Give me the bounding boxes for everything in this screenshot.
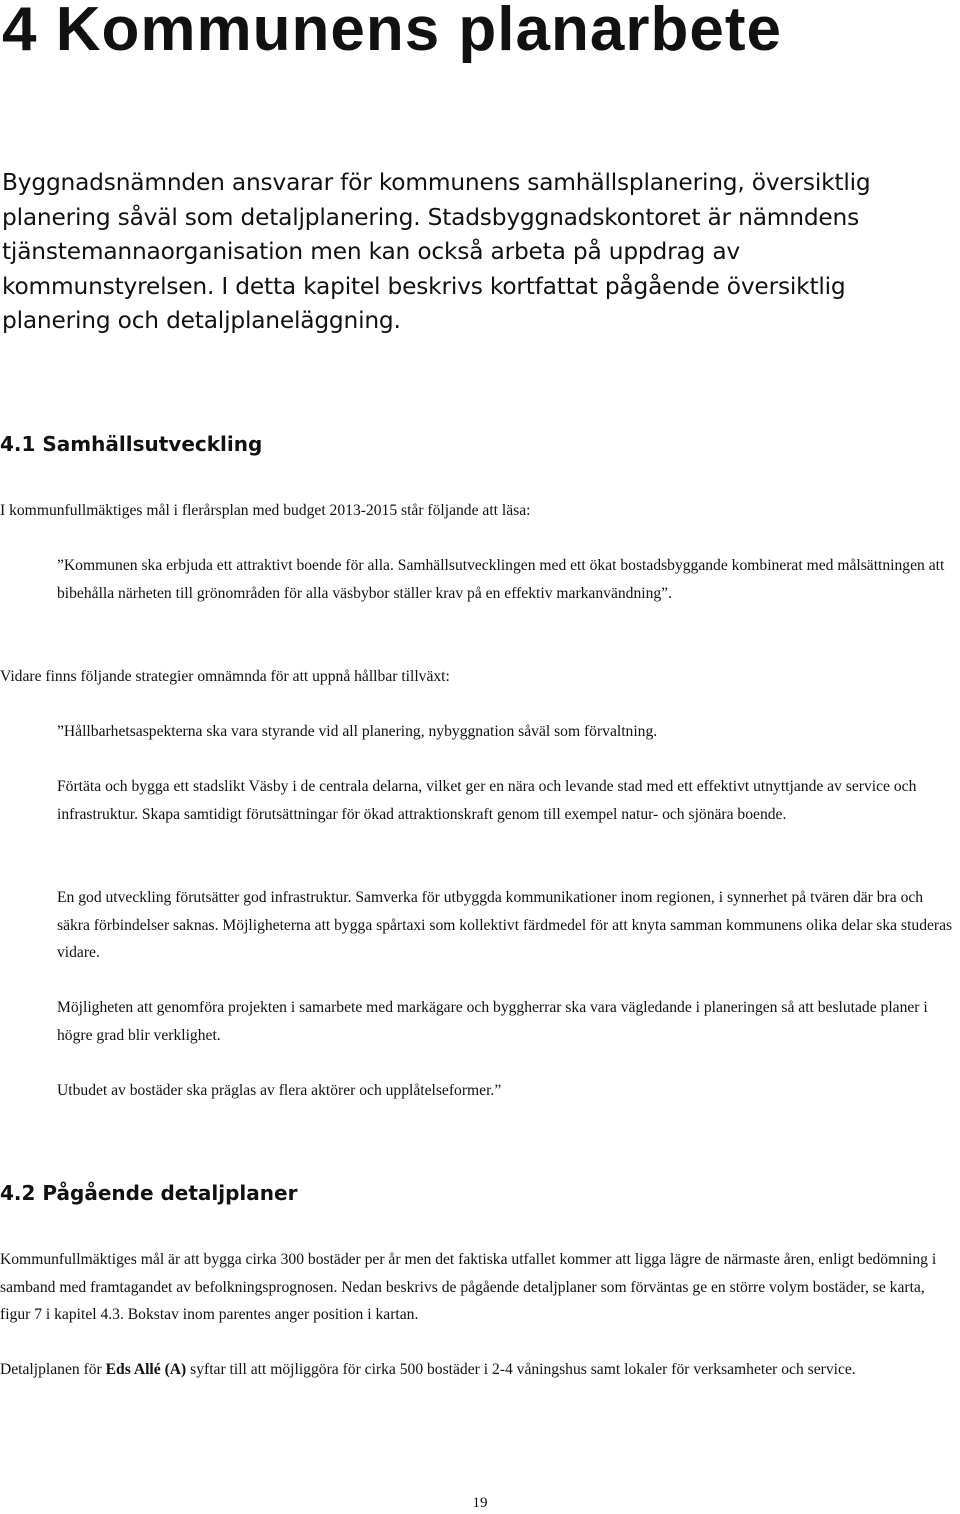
strategies-lead-paragraph: Vidare finns följande strategier omnämnda för att uppnå hållbar tillväxt:	[0, 668, 450, 685]
chapter-title: 4 Kommunens planarbete	[2, 0, 782, 64]
strategy-sustainability: ”Hållbarhetsaspekterna ska vara styrande vid all planering, nybyggnation såväl som förvaltning.	[57, 723, 658, 740]
quote-attractive-housing: ”Kommunen ska erbjuda ett attraktivt boende för alla. Samhällsutvecklingen med ett ökat bostadsbyggande kombinerat med målsättningen att bibehålla närheten till grönområden för alla väsbybor ställer krav på en effektiv markanvändning”.	[57, 557, 945, 602]
eds-alle-text-before: Detaljplanen för	[0, 1361, 106, 1378]
strategy-densification: Förtäta och bygga ett stadslikt Väsby i de centrala delarna, vilket ger en nära och levande stad med ett effektivt utnyttjande av service och infrastruktur. Skapa samtidigt förutsättningar för ökad attraktionskraft genom till exempel natur- och sjönära boende.	[57, 778, 917, 823]
eds-alle-plan-name: Eds Allé (A)	[105, 1361, 187, 1378]
eds-alle-paragraph	[0, 1356, 958, 1384]
strategy-infrastructure: En god utveckling förutsätter god infrastruktur. Samverka för utbyggda kommunikationer inom regionen, i synnerhet på tvären där bra och säkra förbindelser saknas. Möjligheterna att bygga spårtaxi som kollektivt färdmedel för att knyta samman kommunens olika delar ska studeras vidare.	[57, 889, 953, 962]
page-number: 19	[472, 1495, 488, 1511]
section-heading-detaljplaner: 4.2 Pågående detaljplaner	[0, 1181, 298, 1205]
eds-alle-text-after: syftar till att möjliggöra för cirka 500 bostäder i 2-4 våningshus samt lokaler för verksamheter och service.	[186, 1361, 856, 1378]
detaljplaner-intro-paragraph: Kommunfullmäktiges mål är att bygga cirka 300 bostäder per år men det faktiska utfallet kommer att ligga lägre de närmaste åren, enligt bedömning i samband med framtagandet av befolkningsprognosen. Nedan beskrivs de pågående detaljplaner som förväntas ge en större volym bostäder, se karta, figur 7 i kapitel 4.3. Bokstav inom parentes anger position i kartan.	[0, 1251, 937, 1324]
strategy-cooperation: Möjligheten att genomföra projekten i samarbete med markägare och byggherrar ska vara vägledande i planeringen så att beslutade planer i högre grad blir verklighet.	[57, 999, 928, 1044]
strategy-housing-supply: Utbudet av bostäder ska präglas av flera aktörer och upplåtelseformer.”	[57, 1082, 502, 1099]
section-heading-samhallsutveckling: 4.1 Samhällsutveckling	[0, 432, 263, 456]
chapter-intro: Byggnadsnämnden ansvarar för kommunens samhällsplanering, översiktlig planering såväl som detaljplanering. Stadsbyggnadskontoret är nämndens tjänstemannaorganisation men kan också arbeta på uppdrag av kommunstyrelsen. I detta kapitel beskrivs kortfattat pågående översiktlig planering och detaljplaneläggning.	[2, 169, 871, 335]
budget-lead-paragraph: I kommunfullmäktiges mål i flerårsplan med budget 2013-2015 står följande att läsa:	[0, 502, 531, 519]
